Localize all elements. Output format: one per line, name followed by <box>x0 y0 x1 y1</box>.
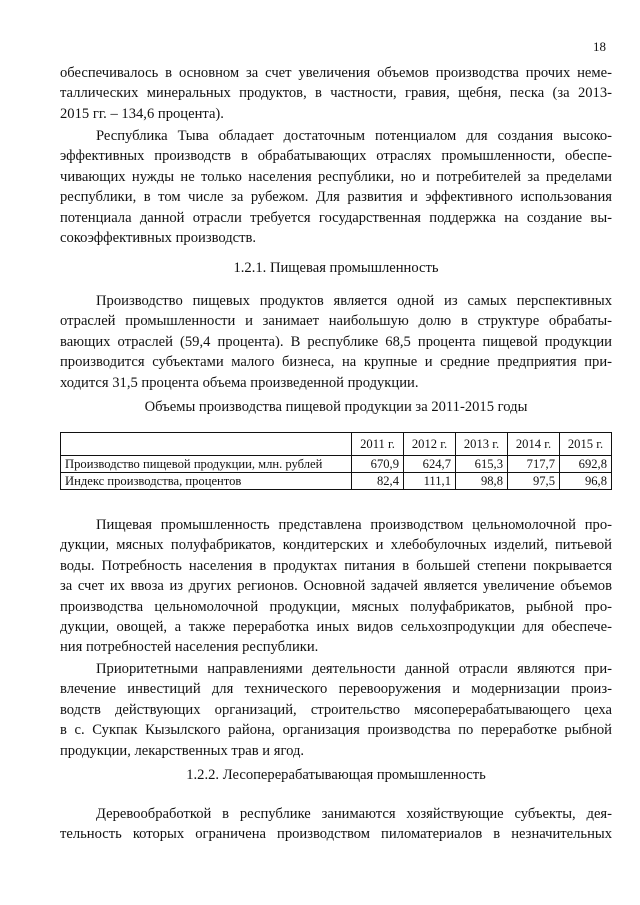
table-cell: 670,9 <box>352 456 404 473</box>
row-label: Производство пищевой продукции, млн. рублей <box>61 456 352 473</box>
section-heading-food: 1.2.1. Пищевая промышленность <box>233 260 439 276</box>
text-line: вающих отраслей (59,4 процента). В республике 68,5 процента пищевой продукции <box>60 333 612 350</box>
text-line: тельность которых ограничена производством пиломатериалов в незначительных <box>60 826 612 843</box>
text-line: ходится 31,5 процента объема произведенной продукции. <box>60 374 419 391</box>
text-line: дукции, овощей, а также переработка иных видов сельхозпродукции для обеспече- <box>60 619 612 636</box>
text-line: Пищевая промышленность представлена производством цельномолочной про- <box>96 517 612 533</box>
text-line: обеспечивалось в основном за счет увеличения объемов производства прочих неме- <box>60 65 612 81</box>
table-cell: 717,7 <box>508 456 560 473</box>
text-line: водств действующих организаций, строительство мясоперерабатывающего цеха <box>60 701 612 718</box>
production-table <box>60 432 612 490</box>
year-header: 2013 г. <box>456 433 508 456</box>
text-line: влечение инвестиций для технического перевооружения и модернизации произ- <box>60 681 612 698</box>
paragraph-woodworking <box>60 804 612 845</box>
paragraph-food-production <box>60 291 612 393</box>
table-cell: 615,3 <box>456 456 508 473</box>
text-line: сокоэффективных производств. <box>60 230 257 247</box>
table-cell: 96,8 <box>560 473 612 490</box>
table-cell: 624,7 <box>404 456 456 473</box>
table-cell: 692,8 <box>560 456 612 473</box>
text-line: Приоритетными направлениями деятельности данной отрасли являются при- <box>96 661 612 677</box>
text-line: отраслей промышленности и занимает наибольшую долю в структуре обрабаты- <box>60 313 612 330</box>
text-line: производится субъектами малого бизнеса, на крупные и средние предприятия при- <box>60 354 612 371</box>
section-heading-wood: 1.2.2. Лесоперерабатывающая промышленность <box>186 767 486 783</box>
year-header: 2015 г. <box>560 433 612 456</box>
table-caption: Объемы производства пищевой продукции за 2011-2015 годы <box>144 399 528 415</box>
text-line: Производство пищевых продуктов является одной из самых перспективных <box>96 293 612 309</box>
text-line: ния потребностей населения республики. <box>60 639 319 656</box>
row-label: Индекс производства, процентов <box>61 473 352 490</box>
text-line: таллических минеральных продуктов, в частности, гравия, щебня, песка (за 2013- <box>60 85 612 102</box>
table-corner-cell <box>61 433 352 456</box>
page-number: 18 <box>593 39 606 54</box>
table-cell: 98,8 <box>456 473 508 490</box>
text-line: за счет их ввоза из других регионов. Основной задачей является увеличение объемов <box>60 578 612 595</box>
text-line: республики, в том числе за рубежом. Для развития и эффективного использования <box>60 189 612 206</box>
text-line: воды. Потребность населения в продуктах питания в большей степени покрывается <box>60 557 612 574</box>
table-header-row <box>61 433 612 456</box>
year-header: 2012 г. <box>404 433 456 456</box>
text-line: чивающих нужды не только населения республики, но и потребителей за пределами <box>60 168 612 185</box>
table-row <box>61 456 612 473</box>
paragraph-food-industry <box>60 515 612 658</box>
table-cell: 82,4 <box>352 473 404 490</box>
paragraph-priorities <box>60 659 612 761</box>
text-line: эффективных производств в обрабатывающих отраслях промышленности, обеспе- <box>60 148 612 165</box>
text-line: дукции, мясных полуфабрикатов, кондитерских и хлебобулочных изделий, питьевой <box>60 537 612 554</box>
text-line: потенциала данной отрасли требуется государственная поддержка на создание вы- <box>60 209 612 226</box>
text-line: продукции, лекарственных трав и ягод. <box>60 742 305 759</box>
text-line: Республика Тыва обладает достаточным потенциалом для создания высоко- <box>96 128 612 144</box>
paragraph-potential <box>60 126 612 248</box>
table-cell: 97,5 <box>508 473 560 490</box>
text-line: производства цельномолочной продукции, мясных полуфабрикатов, рыбной про- <box>60 598 612 615</box>
text-line: 2015 гг. – 134,6 процента). <box>60 105 224 122</box>
paragraph-continuation <box>60 63 612 124</box>
year-header: 2014 г. <box>508 433 560 456</box>
text-line: Деревообработкой в республике занимаются хозяйствующие субъекты, дея- <box>96 806 612 822</box>
table-cell: 111,1 <box>404 473 456 490</box>
table-row <box>61 473 612 490</box>
year-header: 2011 г. <box>352 433 404 456</box>
text-line: в с. Сукпак Кызылского района, организация производства по переработке рыбной <box>60 722 612 739</box>
